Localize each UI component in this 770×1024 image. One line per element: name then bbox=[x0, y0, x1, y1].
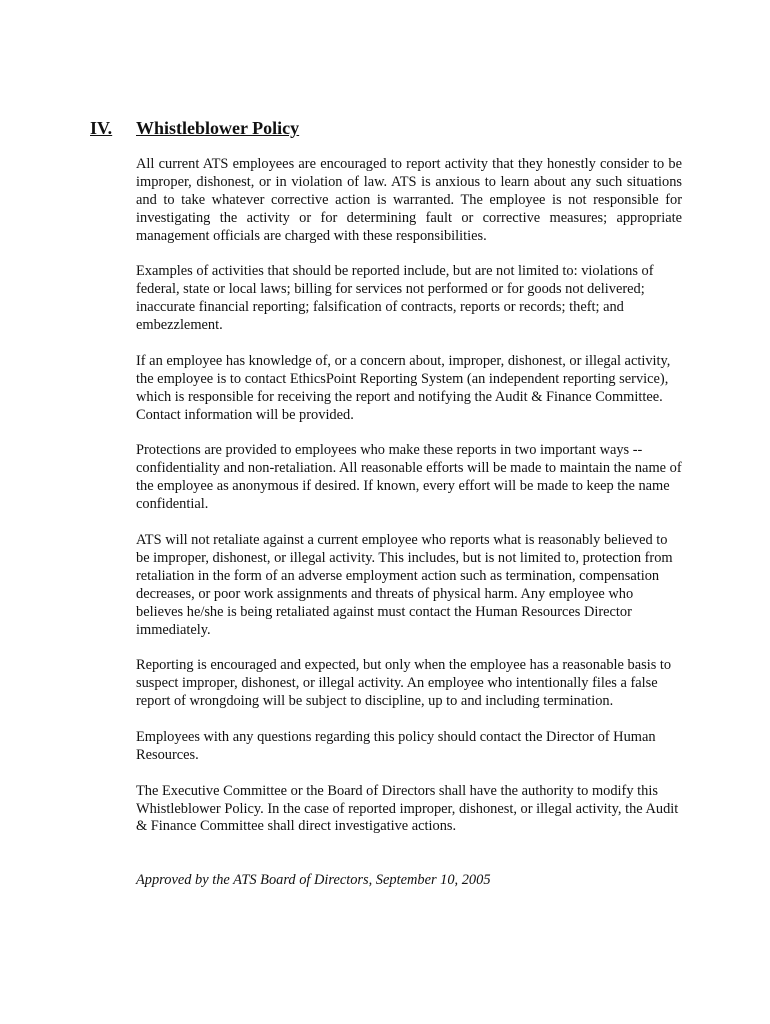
policy-body bbox=[136, 156, 682, 890]
section-heading bbox=[90, 118, 299, 139]
approval-note: Approved by the ATS Board of Directors, September 10, 2005 bbox=[136, 872, 491, 889]
paragraph-examples: Examples of activities that should be reported include, but are not limited to: violations of federal, state or local laws; billing for services not performed or for goods not delivered; inaccurate financial reporting; falsification of contracts, reports or records; theft; and embezzlement. bbox=[136, 263, 654, 334]
section-title: Whistleblower Policy bbox=[136, 118, 300, 138]
section-number: IV. bbox=[90, 118, 113, 138]
paragraph-false-reports: Reporting is encouraged and expected, but only when the employee has a reasonable basis to suspect improper, dishonest, or illegal activity. An employee who intentionally files a false report of wrongdoing will be subject to discipline, up to and including termination. bbox=[136, 657, 672, 710]
paragraph-questions: Employees with any questions regarding this policy should contact the Director of Human Resources. bbox=[136, 728, 656, 763]
paragraph-reporting-procedure: If an employee has knowledge of, or a concern about, improper, dishonest, or illegal activity, the employee is to contact EthicsPoint Reporting System (an independent reporting service), which is responsible for receiving the report and notifying the Audit & Finance Committee. Contact information will be provided. bbox=[136, 352, 671, 423]
paragraph-non-retaliation: ATS will not retaliate against a current employee who reports what is reasonably believed to be improper, dishonest, or illegal activity. This includes, but is not limited to, protection from retaliation in the form of an adverse employment action such as termination, compensation decreases, or poor work assignments and threats of physical harm. Any employee who believes he/she is being retaliated against must contact the Human Resources Director immediately. bbox=[136, 531, 673, 638]
paragraph-purpose: All current ATS employees are encouraged to report activity that they honestly consider to be improper, dishonest, or in violation of law. ATS is anxious to learn about any such situations and to take whatever corrective action is warranted. The employee is not responsible for investigating the activity or for determining fault or corrective measures; appropriate management officials are charged with these responsibilities. bbox=[136, 156, 682, 244]
paragraph-authority: The Executive Committee or the Board of Directors shall have the authority to modify this Whistleblower Policy. In the case of reported improper, dishonest, or illegal activity, the Audit & Finance Committee shall direct investigative actions. bbox=[136, 782, 679, 835]
paragraph-protections: Protections are provided to employees who make these reports in two important ways -- confidentiality and non-retaliation. All reasonable efforts will be made to maintain the name of the employee as anonymous if desired. If known, every effort will be made to keep the name confidential. bbox=[136, 442, 682, 513]
